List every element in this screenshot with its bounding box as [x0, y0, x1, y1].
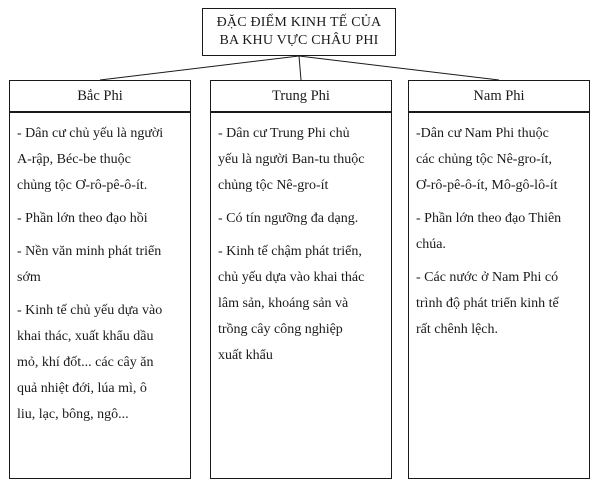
connector-to-trung-phi	[299, 56, 301, 80]
list-item	[416, 206, 583, 258]
item-text-line: - Phần lớn theo đạo Thiên	[416, 211, 562, 226]
item-text-line: - Dân cư Trung Phi chủ	[218, 126, 350, 141]
item-text-line: rất chênh lệch.	[416, 322, 499, 337]
item-text-line: trình độ phát triển kinh tế	[416, 296, 559, 311]
item-text-line: -Dân cư Nam Phi thuộc	[416, 126, 549, 141]
item-text-line: yếu là người Ban-tu thuộc	[218, 152, 365, 167]
item-text-line: xuất khẩu	[218, 348, 273, 363]
item-text-line: quả nhiệt đới, lúa mì, ô	[17, 381, 147, 396]
region-heading-label: Trung Phi	[272, 87, 330, 104]
list-item	[218, 239, 385, 369]
item-text-line: các chủng tộc Nê-gro-ít,	[416, 152, 553, 167]
region-content-trung-phi	[210, 112, 392, 479]
item-text-line: chủng tộc Ơ-rô-pê-ô-ít.	[17, 178, 148, 193]
region-content-bac-phi	[9, 112, 191, 479]
region-heading-nam-phi	[408, 80, 590, 112]
list-item	[218, 121, 385, 199]
list-item	[218, 206, 385, 232]
item-text-line: liu, lạc, bông, ngô...	[17, 407, 129, 422]
list-item	[17, 298, 184, 428]
item-text-line: lâm sản, khoáng sản và	[218, 296, 349, 311]
list-item	[17, 206, 184, 232]
item-text-line: Ơ-rô-pê-ô-ít, Mô-gô-lô-ít	[416, 178, 558, 193]
item-text-line: trồng cây công nghiệp	[218, 322, 343, 337]
list-item	[17, 121, 184, 199]
item-text-line: - Kinh tế chủ yếu dựa vào	[17, 303, 163, 318]
item-text-line: sớm	[17, 270, 41, 285]
connector-to-nam-phi	[299, 56, 499, 80]
region-heading-label: Nam Phi	[473, 87, 525, 104]
diagram-title-line-2: BA KHU VỰC CHÂU PHI	[219, 33, 379, 48]
item-text-line: - Phần lớn theo đạo hồi	[17, 211, 148, 226]
item-text-line: chủng tộc Nê-gro-ít	[218, 178, 329, 193]
item-text-line: mỏ, khí đốt... các cây ăn	[17, 355, 154, 370]
list-item	[416, 121, 583, 199]
list-item	[17, 239, 184, 291]
list-item	[416, 265, 583, 343]
region-content-nam-phi	[408, 112, 590, 479]
region-heading-bac-phi	[9, 80, 191, 112]
item-text-line: - Nền văn minh phát triển	[17, 244, 162, 259]
item-text-line: A-rập, Béc-be thuộc	[17, 152, 131, 167]
item-text-line: chúa.	[416, 237, 446, 252]
item-text-line: chủ yếu dựa vào khai thác	[218, 270, 365, 285]
region-heading-trung-phi	[210, 80, 392, 112]
diagram-title-line-1: ĐẶC ĐIỂM KINH TẾ CỦA	[216, 15, 382, 30]
item-text-line: - Có tín ngưỡng đa dạng.	[218, 211, 359, 226]
item-text-line: - Kinh tế chậm phát triển,	[218, 244, 362, 259]
connector-to-bac-phi	[100, 56, 299, 80]
item-text-line: - Các nước ở Nam Phi có	[416, 270, 559, 285]
diagram-title-box	[202, 8, 396, 56]
region-heading-label: Bắc Phi	[77, 87, 123, 104]
item-text-line: khai thác, xuất khẩu dầu	[17, 329, 154, 344]
item-text-line: - Dân cư chủ yếu là người	[17, 126, 164, 141]
